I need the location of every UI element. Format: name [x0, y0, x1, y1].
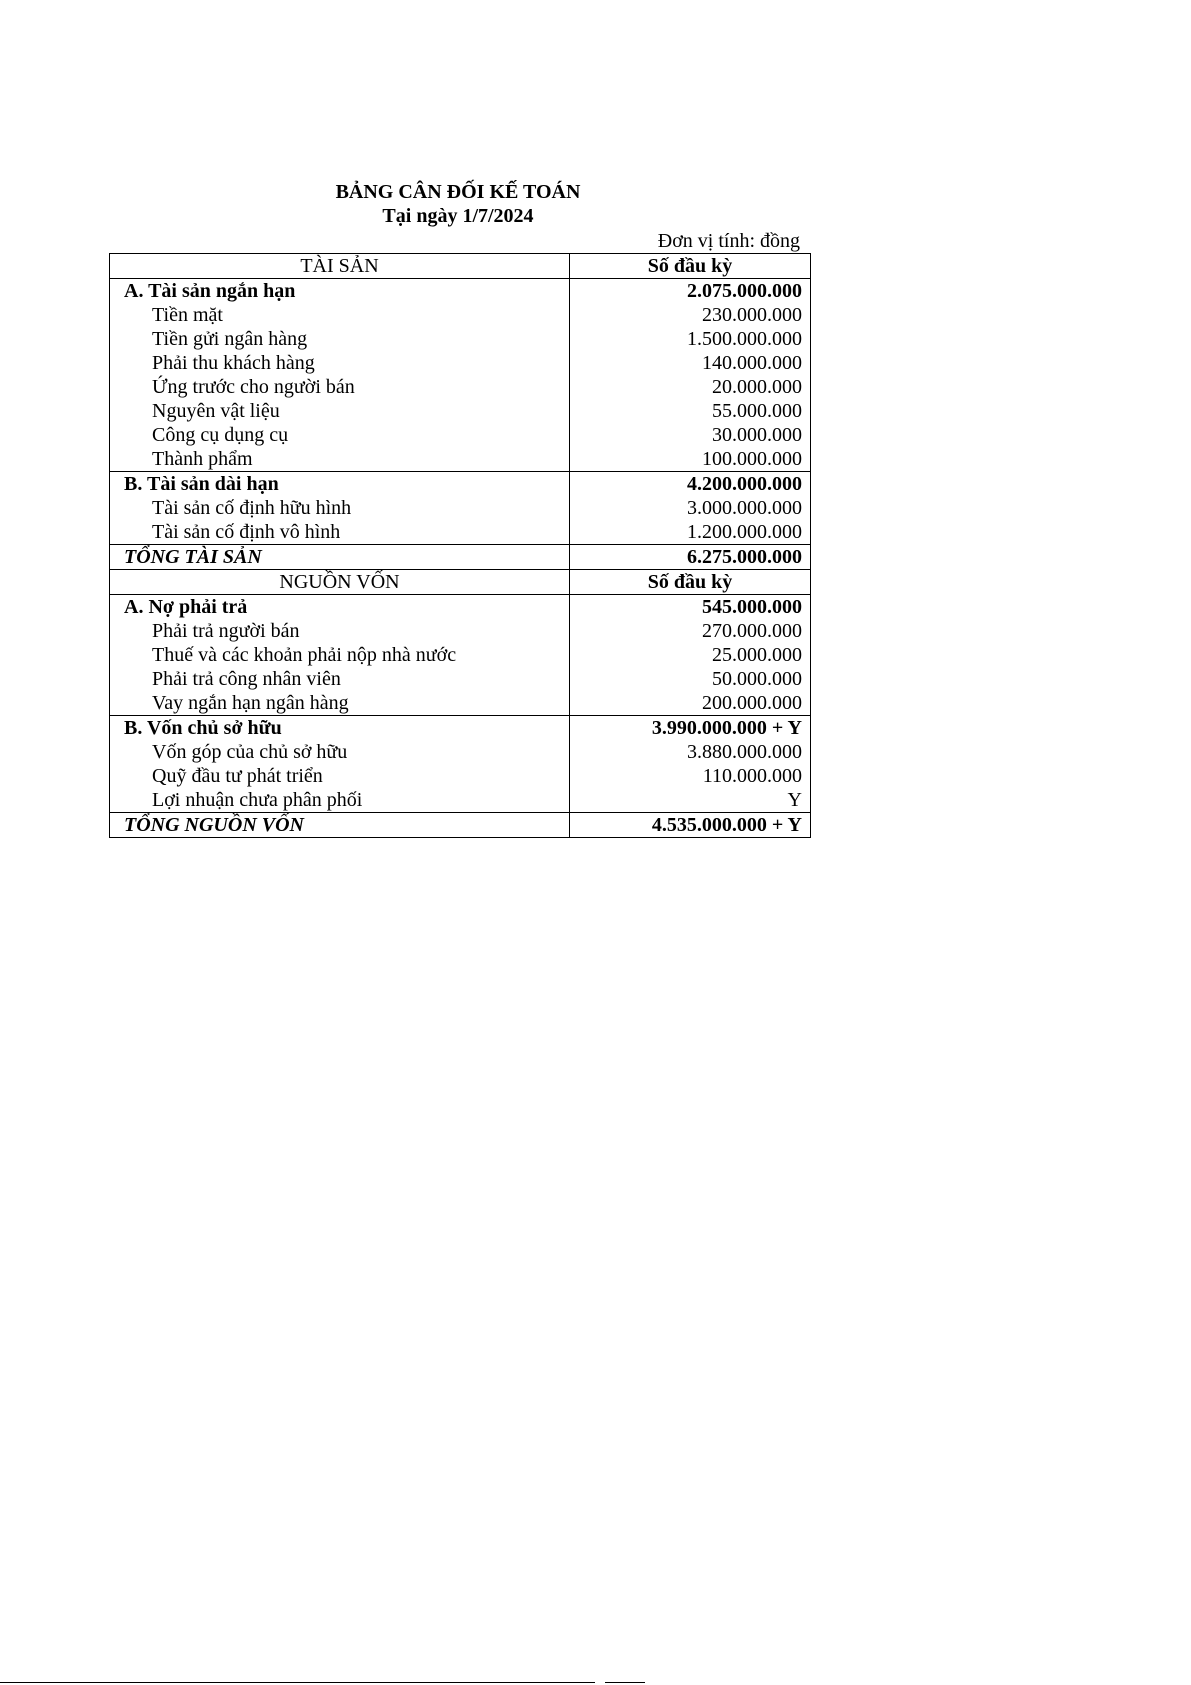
assets-header: TÀI SẢN [110, 254, 570, 279]
item-value: 1.500.000.000 [570, 327, 811, 351]
item-label: Tài sản cố định hữu hình [110, 496, 570, 520]
total-assets-row [110, 545, 811, 570]
item-label: Tài sản cố định vô hình [110, 520, 570, 545]
item-value: 3.880.000.000 [570, 740, 811, 764]
table-row [110, 447, 811, 472]
balance-sheet-table [109, 253, 811, 838]
date-line: Tại ngày 1/7/2024 [382, 205, 534, 227]
total-capital-row [110, 813, 811, 838]
long-term-assets-row [110, 472, 811, 497]
item-label: Tiền gửi ngân hàng [110, 327, 570, 351]
item-value: 140.000.000 [570, 351, 811, 375]
item-value: 100.000.000 [570, 447, 811, 472]
item-label: Vay ngắn hạn ngân hàng [110, 691, 570, 716]
document-title: BẢNG CÂN ĐỐI KẾ TOÁN [335, 181, 581, 203]
table-row [110, 375, 811, 399]
section-label: B. Tài sản dài hạn [110, 472, 570, 497]
table-row [110, 667, 811, 691]
section-label: A. Nợ phải trả [110, 595, 570, 620]
section-value: 3.990.000.000 + Y [570, 716, 811, 741]
liabilities-row [110, 595, 811, 620]
item-value: 50.000.000 [570, 667, 811, 691]
total-label: TỔNG TÀI SẢN [110, 545, 570, 570]
item-label: Quỹ đầu tư phát triển [110, 764, 570, 788]
total-label: TỔNG NGUỒN VỐN [110, 813, 570, 838]
footer-divider [0, 1682, 595, 1683]
item-label: Lợi nhuận chưa phân phối [110, 788, 570, 813]
total-value: 4.535.000.000 + Y [570, 813, 811, 838]
table-row [110, 520, 811, 545]
section-value: 4.200.000.000 [570, 472, 811, 497]
item-label: Tiền mặt [110, 303, 570, 327]
unit-note: Đơn vị tính: đồng [657, 230, 800, 252]
item-label: Phải trả công nhân viên [110, 667, 570, 691]
item-value: 30.000.000 [570, 423, 811, 447]
item-value: 25.000.000 [570, 643, 811, 667]
table-row [110, 423, 811, 447]
short-term-assets-row [110, 279, 811, 304]
assets-header-row [110, 254, 811, 279]
item-label: Thuế và các khoản phải nộp nhà nước [110, 643, 570, 667]
item-label: Công cụ dụng cụ [110, 423, 570, 447]
item-value: 3.000.000.000 [570, 496, 811, 520]
item-value: 55.000.000 [570, 399, 811, 423]
item-value: 270.000.000 [570, 619, 811, 643]
section-value: 2.075.000.000 [570, 279, 811, 304]
item-value: 1.200.000.000 [570, 520, 811, 545]
footer-divider [605, 1682, 645, 1683]
equity-row [110, 716, 811, 741]
table-row [110, 303, 811, 327]
item-label: Phải thu khách hàng [110, 351, 570, 375]
item-value: 200.000.000 [570, 691, 811, 716]
assets-value-header: Số đầu kỳ [570, 254, 811, 279]
item-label: Phải trả người bán [110, 619, 570, 643]
item-value: 110.000.000 [570, 764, 811, 788]
table-row [110, 351, 811, 375]
item-label: Vốn góp của chủ sở hữu [110, 740, 570, 764]
item-value: 230.000.000 [570, 303, 811, 327]
capital-header: NGUỒN VỐN [110, 570, 570, 595]
section-label: B. Vốn chủ sở hữu [110, 716, 570, 741]
table-row [110, 399, 811, 423]
item-label: Ứng trước cho người bán [110, 375, 570, 399]
item-label: Thành phẩm [110, 447, 570, 472]
total-value: 6.275.000.000 [570, 545, 811, 570]
item-value: 20.000.000 [570, 375, 811, 399]
section-value: 545.000.000 [570, 595, 811, 620]
item-value: Y [570, 788, 811, 813]
table-row [110, 496, 811, 520]
item-label: Nguyên vật liệu [110, 399, 570, 423]
capital-header-row [110, 570, 811, 595]
table-row [110, 788, 811, 813]
table-row [110, 619, 811, 643]
section-label: A. Tài sản ngắn hạn [110, 279, 570, 304]
table-row [110, 691, 811, 716]
table-row [110, 764, 811, 788]
table-row [110, 740, 811, 764]
table-row [110, 643, 811, 667]
capital-value-header: Số đầu kỳ [570, 570, 811, 595]
table-row [110, 327, 811, 351]
